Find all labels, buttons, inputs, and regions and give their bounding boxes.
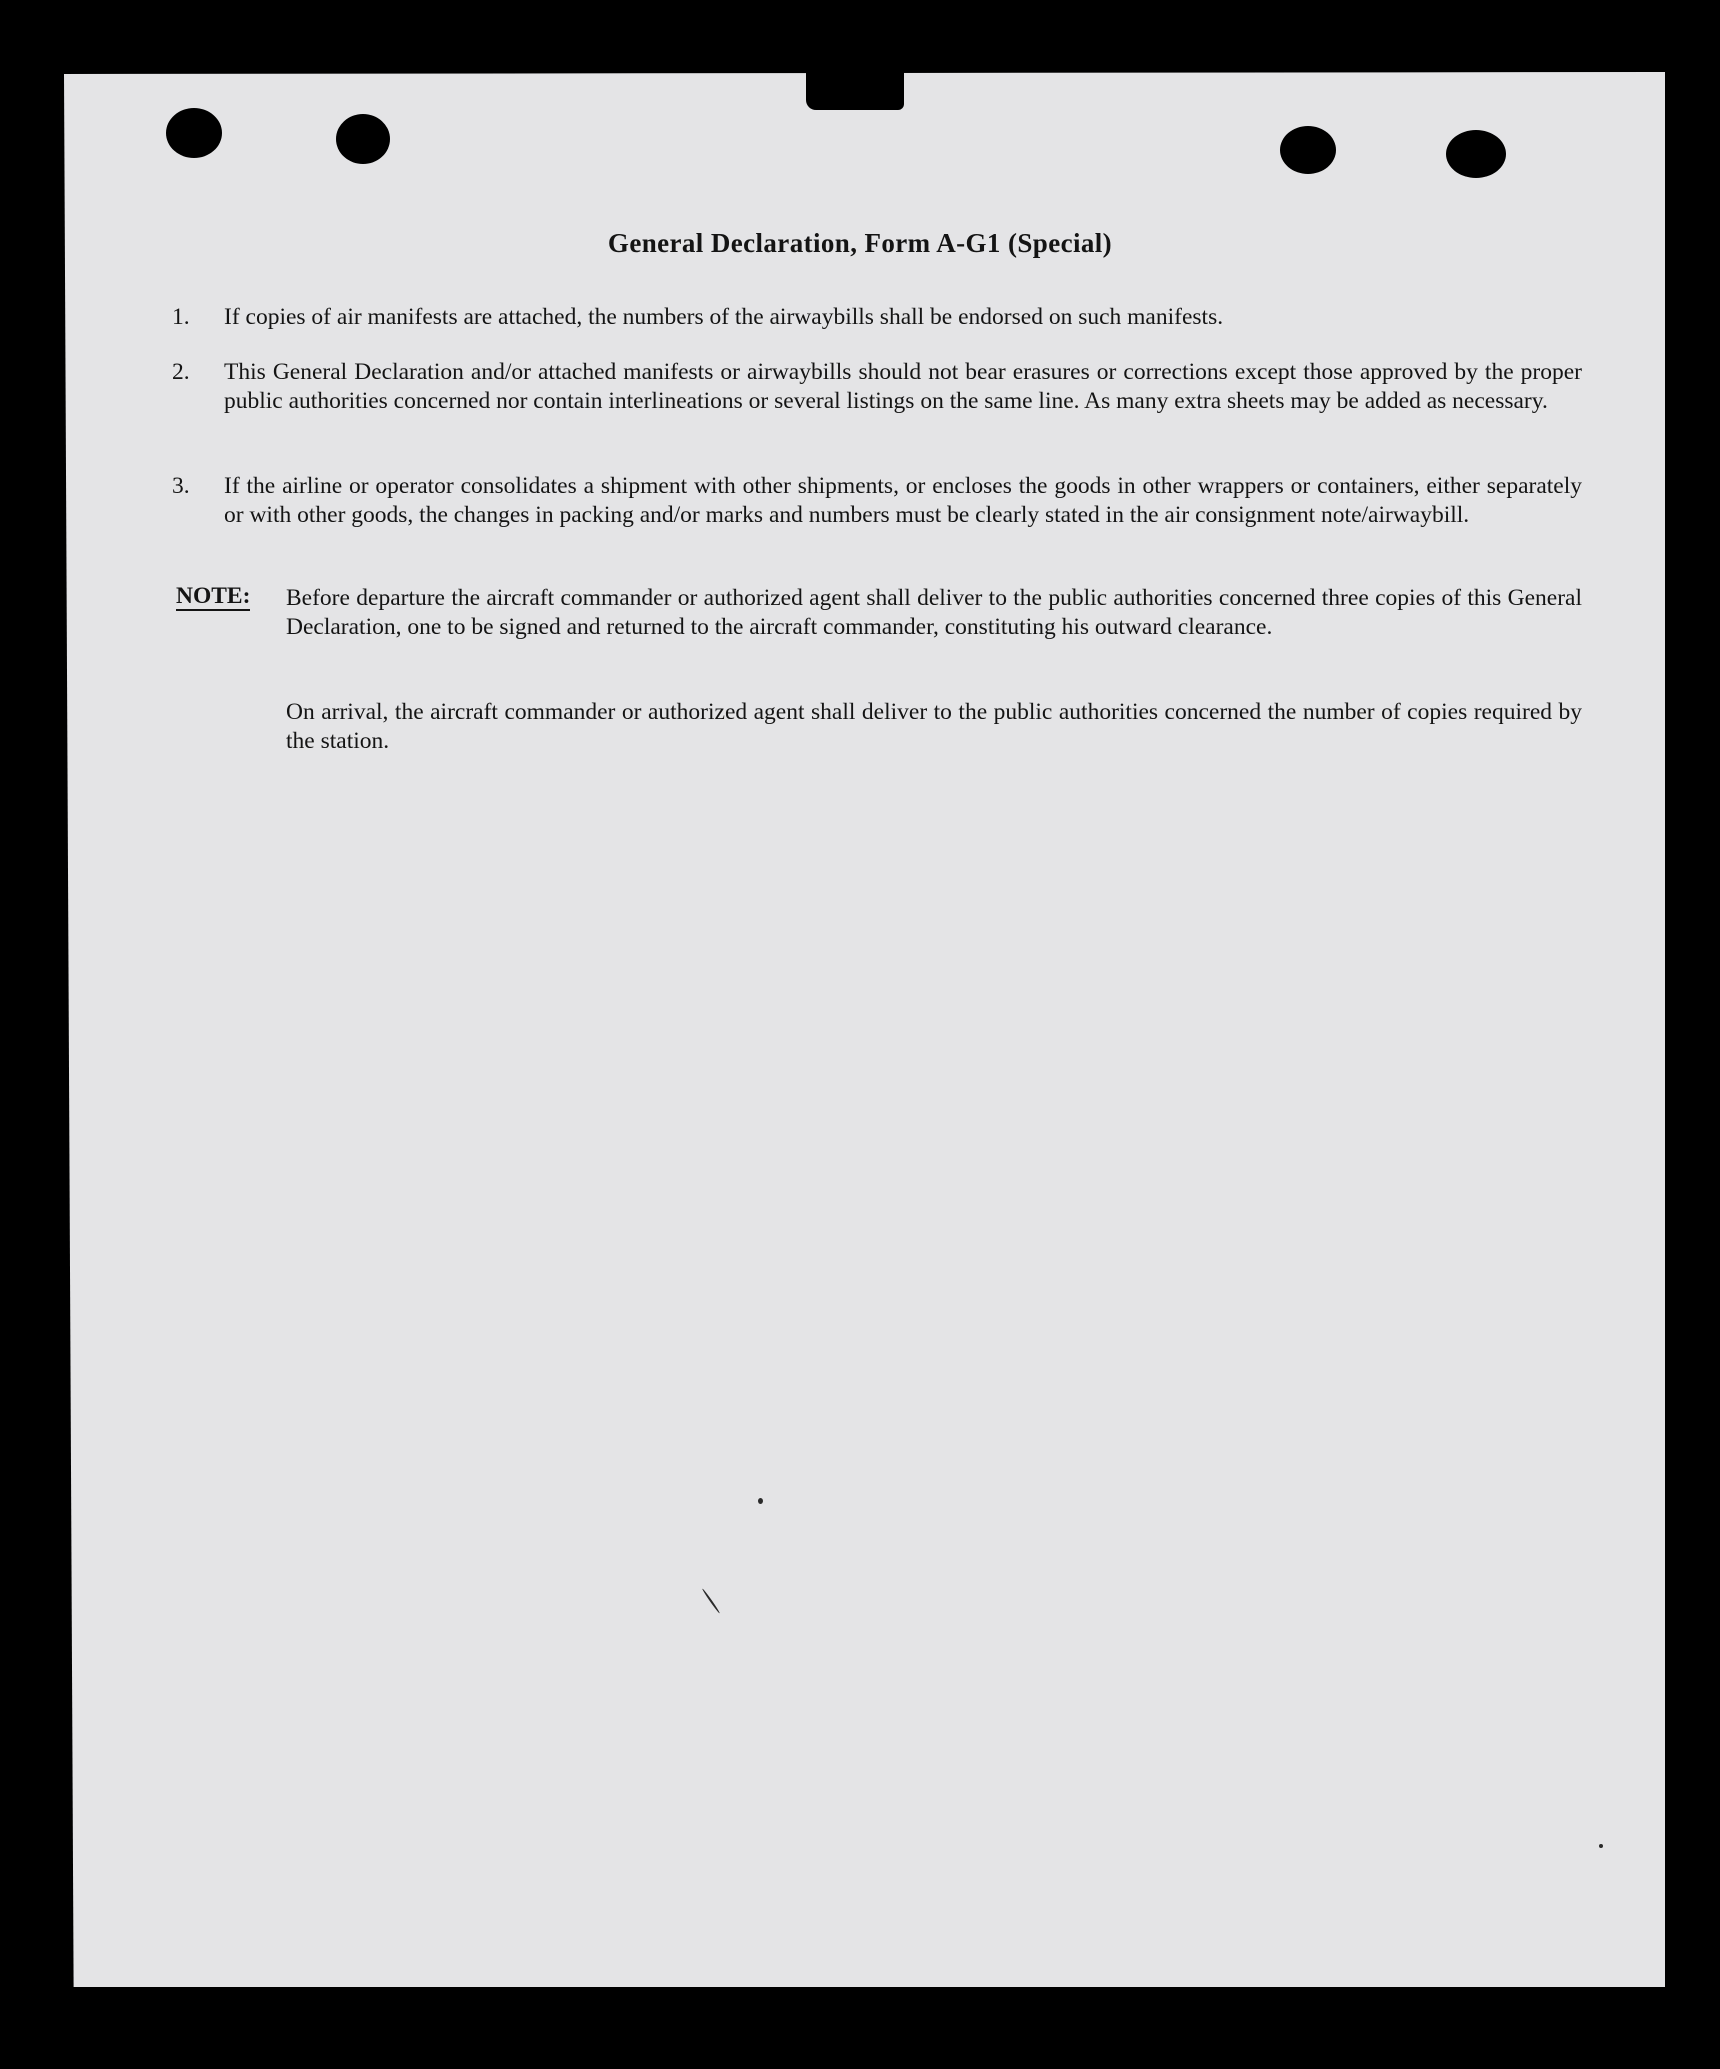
punch-hole xyxy=(1446,130,1506,178)
punch-hole xyxy=(1280,126,1336,174)
punch-hole xyxy=(166,108,222,158)
item-number: 1. xyxy=(172,304,190,330)
item-text: This General Declaration and/or attached manifests or airwaybills should not bear erasures or corrections except those approved by the proper public authorities concerned nor contain interlineations or several listings on the same line. As many extra sheets may be added as necessary. xyxy=(224,359,1582,414)
page-title: General Declaration, Form A-G1 (Special) xyxy=(607,228,1113,258)
item-text: If the airline or operator consolidates a shipment with other shipments, or encloses the goods in other wrappers or containers, either separately or with other goods, the changes in packing and/or marks and numbers must be clearly stated in the air consignment note/airwaybill. xyxy=(224,473,1582,528)
punch-hole xyxy=(336,114,390,164)
note-text: Before departure the aircraft commander or authorized agent shall deliver to the public authorities concerned three copies of this General Declaration, one to be signed and returned to the aircraft commander, constituting his outward clearance. xyxy=(286,585,1582,640)
ink-speck xyxy=(1599,1844,1603,1848)
page-notch xyxy=(806,72,904,110)
arrival-note-text: On arrival, the aircraft commander or authorized agent shall deliver to the public authorities concerned the number of copies required by the station. xyxy=(286,699,1582,754)
ink-speck xyxy=(758,1498,763,1504)
item-text: If copies of air manifests are attached, the numbers of the airwaybills shall be endorsed on such manifests. xyxy=(224,304,1224,330)
note-label: NOTE: xyxy=(176,583,251,609)
item-number: 3. xyxy=(172,473,190,499)
item-number: 2. xyxy=(172,359,190,385)
